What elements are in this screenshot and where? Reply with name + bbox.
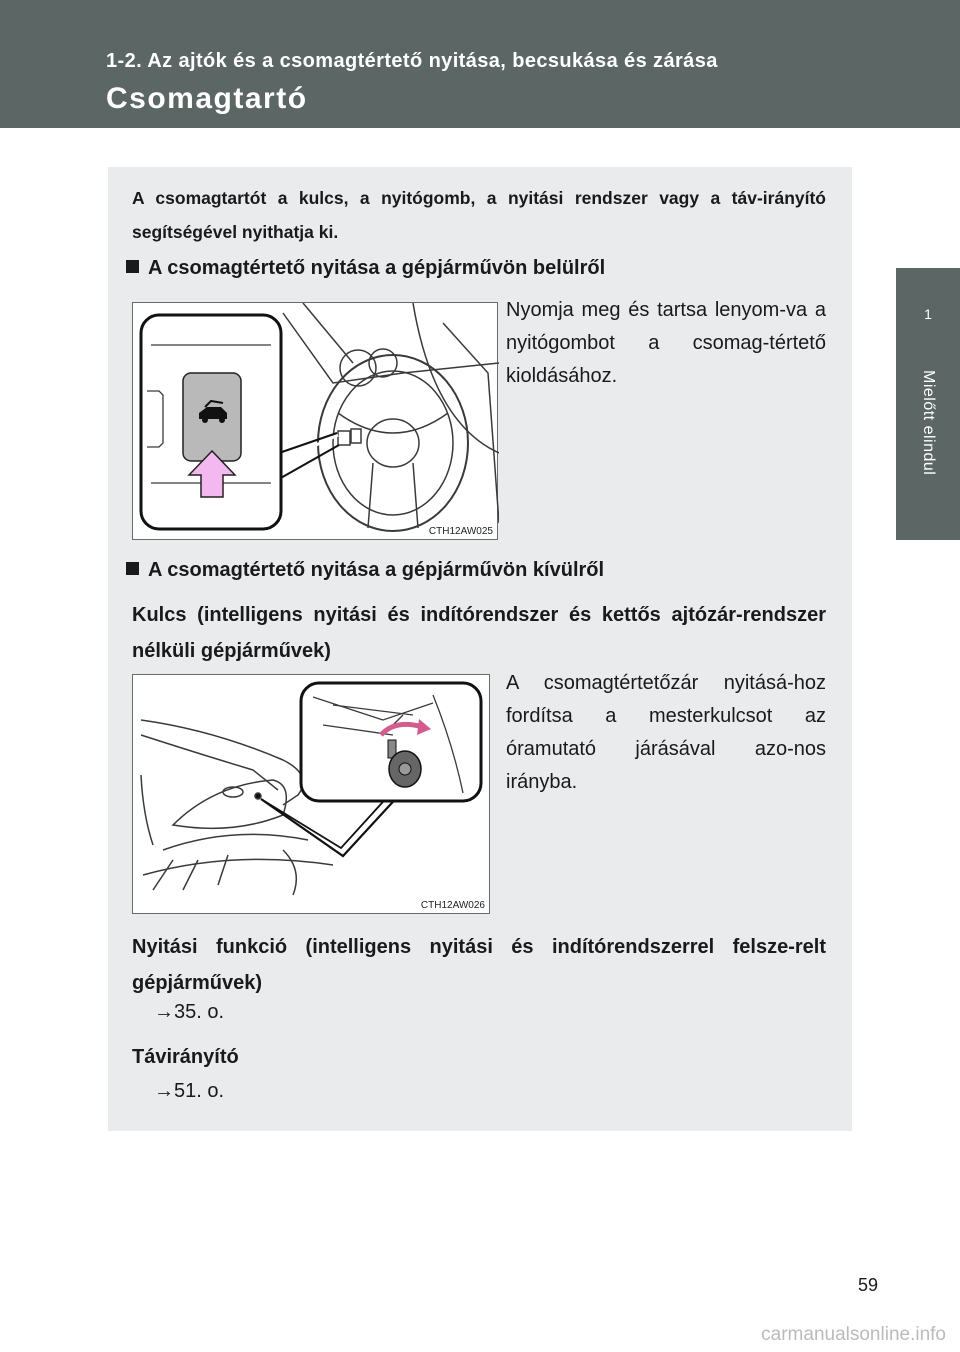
opening-function-heading: Nyitási funkció (intelligens nyitási és indítórendszerrel felsze-relt gépjárművek) (132, 936, 826, 994)
key-heading: Kulcs (intelligens nyitási és indítórendszer és kettős ajtózár-rendszer nélküli gépjárművek) (132, 604, 826, 662)
opening-function-ref[interactable]: →35. o. (154, 1001, 225, 1023)
chapter-tab-label[interactable] (896, 360, 960, 540)
remote-ref[interactable]: →51. o. (154, 1080, 225, 1102)
chapter-label: Mielőtt elindul (920, 370, 937, 476)
dashboard-illustration (133, 303, 499, 541)
heading-outside-label: A csomagtértető nyitása a gépjárművön kívülről (148, 559, 605, 581)
page-title: Csomagtartó (106, 82, 308, 115)
remote-heading: Távirányító (132, 1046, 239, 1068)
rear-car-illustration (133, 675, 491, 915)
section-title: 1-2. Az ajtók és a csomagtértető nyitása, becsukása és zárása (106, 50, 718, 72)
content-panel (108, 167, 852, 1131)
heading-inside-label: A csomagtértető nyitása a gépjárművön belülről (148, 257, 606, 279)
figure-code: CTH12AW026 (420, 900, 485, 911)
inside-description: Nyomja meg és tartsa lenyom-va a nyitógombot a csomag-tértető kioldásához. (506, 299, 826, 387)
heading-outside (126, 559, 604, 582)
bullet-square-icon (126, 562, 139, 575)
figure-interior-button (132, 302, 498, 540)
bullet-square-icon (126, 260, 139, 273)
page-number: 59 (858, 1275, 879, 1295)
chapter-tab-number[interactable]: 1 (896, 268, 960, 360)
figure-code: CTH12AW025 (428, 526, 493, 537)
watermark: carmanualsonline.info (761, 1324, 946, 1345)
page-header (0, 0, 960, 128)
intro-text: A csomagtartót a kulcs, a nyitógomb, a nyitási rendszer vagy a táv-irányító segítségével nyithatja ki. (132, 188, 826, 242)
figure-exterior-key (132, 674, 490, 914)
key-description: A csomagtértetőzár nyitásá-hoz fordítsa a mesterkulcsot az óramutató járásával azo-nos irányba. (506, 672, 826, 793)
heading-inside (126, 257, 605, 280)
